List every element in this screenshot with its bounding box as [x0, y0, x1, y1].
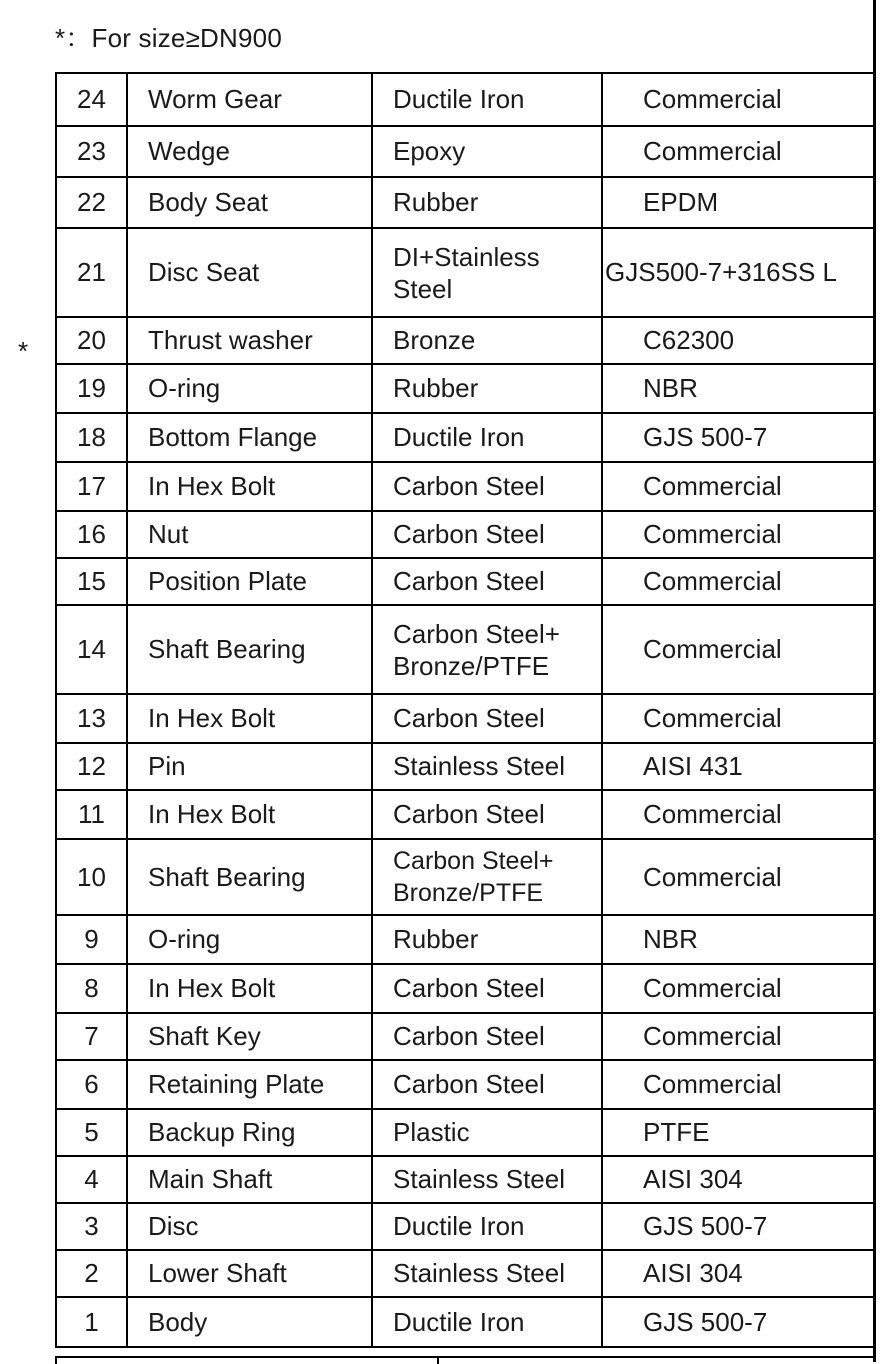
material-cell: Carbon Steel — [372, 964, 602, 1013]
spec-cell: Commercial — [602, 511, 874, 558]
part-name-cell: Nut — [127, 511, 372, 558]
part-number-cell: 4 — [56, 1156, 127, 1203]
spec-cell: NBR — [602, 364, 874, 413]
part-name-cell: Lower Shaft — [127, 1250, 372, 1297]
material-cell: Ductile Iron — [372, 1203, 602, 1250]
part-name-cell: In Hex Bolt — [127, 790, 372, 839]
spec-cell: Commercial — [602, 1013, 874, 1060]
material-cell: Carbon Steel — [372, 511, 602, 558]
table-row — [56, 694, 874, 743]
table-row — [56, 915, 874, 964]
part-name-cell: Body — [127, 1297, 372, 1347]
part-number-cell: 21 — [56, 228, 127, 317]
part-number-cell: 5 — [56, 1109, 127, 1156]
table-row — [56, 964, 874, 1013]
spec-cell: C62300 — [602, 317, 874, 364]
part-name-cell: Disc Seat — [127, 228, 372, 317]
table-row — [56, 1060, 874, 1109]
part-name-cell: Worm Gear — [127, 73, 372, 126]
table-row — [56, 413, 874, 462]
part-number-cell: 16 — [56, 511, 127, 558]
part-name-cell: In Hex Bolt — [127, 694, 372, 743]
spec-cell: Commercial — [602, 558, 874, 605]
material-cell: Stainless Steel — [372, 1156, 602, 1203]
material-cell: Carbon Steel — [372, 1013, 602, 1060]
table-row — [56, 511, 874, 558]
part-number-cell: 23 — [56, 126, 127, 177]
material-cell: DI+Stainless Steel — [372, 228, 602, 317]
material-cell: Ductile Iron — [372, 73, 602, 126]
table-row — [56, 790, 874, 839]
material-cell: Rubber — [372, 364, 602, 413]
part-number-cell: 1 — [56, 1297, 127, 1347]
table-row — [56, 317, 874, 364]
spec-cell: GJS500-7+316SS L — [602, 228, 874, 317]
material-cell: Carbon Steel+ Bronze/PTFE — [372, 605, 602, 694]
part-name-cell: Shaft Bearing — [127, 839, 372, 915]
material-cell: Carbon Steel — [372, 694, 602, 743]
material-cell: Rubber — [372, 177, 602, 228]
part-name-cell: Shaft Bearing — [127, 605, 372, 694]
material-cell: Ductile Iron — [372, 1297, 602, 1347]
part-name-cell: Shaft Key — [127, 1013, 372, 1060]
part-number-cell: 18 — [56, 413, 127, 462]
material-cell: Plastic — [372, 1109, 602, 1156]
part-number-cell: 9 — [56, 915, 127, 964]
spec-cell: GJS 500-7 — [602, 413, 874, 462]
part-number-cell: 13 — [56, 694, 127, 743]
material-cell: Carbon Steel — [372, 1060, 602, 1109]
table-row — [56, 1156, 874, 1203]
table-row — [56, 1109, 874, 1156]
part-name-cell: In Hex Bolt — [127, 964, 372, 1013]
material-cell: Epoxy — [372, 126, 602, 177]
part-number-cell: 7 — [56, 1013, 127, 1060]
table-row — [56, 177, 874, 228]
table-row — [56, 605, 874, 694]
part-number-cell: 19 — [56, 364, 127, 413]
table-row — [56, 839, 874, 915]
row-20-marker: * — [18, 336, 29, 366]
table-row — [56, 1013, 874, 1060]
part-name-cell: Retaining Plate — [127, 1060, 372, 1109]
part-number-cell: 20 — [56, 317, 127, 364]
table-row — [56, 228, 874, 317]
material-cell: Carbon Steel — [372, 558, 602, 605]
material-cell: Carbon Steel+ Bronze/PTFE — [372, 839, 602, 915]
material-cell: Stainless Steel — [372, 743, 602, 790]
table-row — [56, 743, 874, 790]
spec-cell: Commercial — [602, 605, 874, 694]
spec-cell: EPDM — [602, 177, 874, 228]
part-name-cell: Wedge — [127, 126, 372, 177]
material-cell: Stainless Steel — [372, 1250, 602, 1297]
spec-cell: GJS 500-7 — [602, 1203, 874, 1250]
table-continuation-stub — [55, 1356, 875, 1364]
part-name-cell: Disc — [127, 1203, 372, 1250]
part-number-cell: 3 — [56, 1203, 127, 1250]
spec-cell: AISI 304 — [602, 1250, 874, 1297]
table-row — [56, 364, 874, 413]
parts-list-table — [55, 72, 875, 1348]
part-name-cell: Body Seat — [127, 177, 372, 228]
table-row — [56, 462, 874, 511]
table-row — [56, 1203, 874, 1250]
spec-cell: Commercial — [602, 73, 874, 126]
part-number-cell: 14 — [56, 605, 127, 694]
spec-cell: Commercial — [602, 126, 874, 177]
table-row — [56, 1297, 874, 1347]
spec-cell: Commercial — [602, 462, 874, 511]
spec-cell: AISI 431 — [602, 743, 874, 790]
part-number-cell: 17 — [56, 462, 127, 511]
spec-cell: AISI 304 — [602, 1156, 874, 1203]
part-name-cell: O-ring — [127, 915, 372, 964]
size-note: *：For size≥DN900 — [55, 23, 282, 53]
spec-cell: Commercial — [602, 964, 874, 1013]
spec-cell: NBR — [602, 915, 874, 964]
part-name-cell: Thrust washer — [127, 317, 372, 364]
part-name-cell: Pin — [127, 743, 372, 790]
part-name-cell: Bottom Flange — [127, 413, 372, 462]
part-number-cell: 10 — [56, 839, 127, 915]
spec-cell: GJS 500-7 — [602, 1297, 874, 1347]
part-number-cell: 22 — [56, 177, 127, 228]
table-continuation-divider — [437, 1358, 439, 1364]
part-number-cell: 11 — [56, 790, 127, 839]
part-number-cell: 24 — [56, 73, 127, 126]
part-name-cell: O-ring — [127, 364, 372, 413]
spec-cell: Commercial — [602, 790, 874, 839]
table-row — [56, 126, 874, 177]
material-cell: Rubber — [372, 915, 602, 964]
spec-cell: PTFE — [602, 1109, 874, 1156]
material-cell: Ductile Iron — [372, 413, 602, 462]
part-name-cell: In Hex Bolt — [127, 462, 372, 511]
table-row — [56, 1250, 874, 1297]
part-number-cell: 15 — [56, 558, 127, 605]
part-number-cell: 2 — [56, 1250, 127, 1297]
part-number-cell: 6 — [56, 1060, 127, 1109]
table-row — [56, 73, 874, 126]
spec-cell: Commercial — [602, 694, 874, 743]
part-name-cell: Backup Ring — [127, 1109, 372, 1156]
material-cell: Carbon Steel — [372, 462, 602, 511]
material-cell: Carbon Steel — [372, 790, 602, 839]
material-cell: Bronze — [372, 317, 602, 364]
part-number-cell: 12 — [56, 743, 127, 790]
table-row — [56, 558, 874, 605]
spec-cell: Commercial — [602, 1060, 874, 1109]
spec-cell: Commercial — [602, 839, 874, 915]
part-name-cell: Main Shaft — [127, 1156, 372, 1203]
part-name-cell: Position Plate — [127, 558, 372, 605]
part-number-cell: 8 — [56, 964, 127, 1013]
